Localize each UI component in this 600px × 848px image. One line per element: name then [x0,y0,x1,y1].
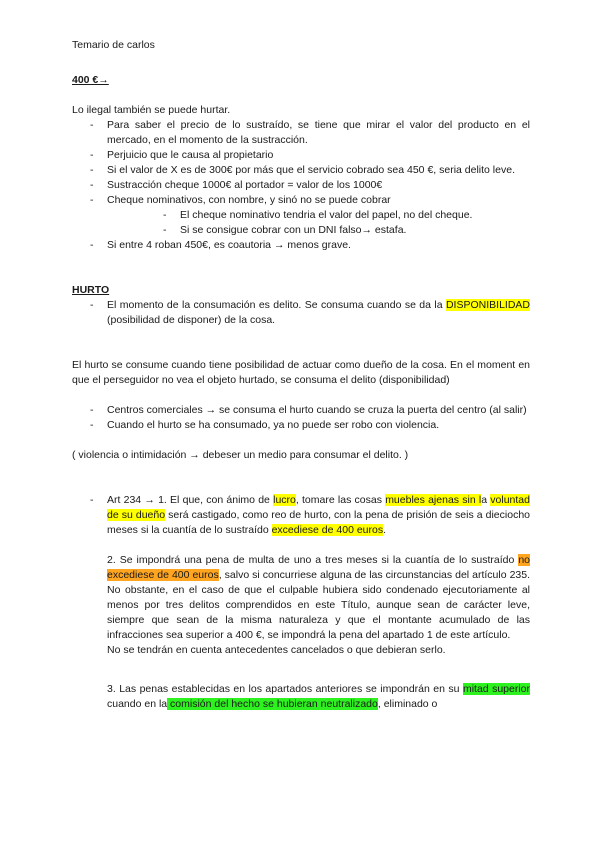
text-span: , salvo si concurriese alguna de las circunstancias del artículo 235. No obstante, en el caso de que el culpable hubiera sido condenado ejecutoriamente al menos por tres delitos comprendidos en este Título, aunque sean de carácter leve, siempre que sean de la misma naturaleza y que el montante acumulado de las infracciones sea superior a 400 €, se impondrá la pena del apartado 1 de este artículo. [107,569,531,641]
text-span: El momento de la consumación es delito. Se consuma cuando se da la [107,299,446,311]
articulo-234-item [107,493,530,538]
list-item: - Cheque nominativos, con nombre, y sinó no se puede cobrar [107,193,530,208]
highlight-excediese: excediese de 400 euros [271,524,384,536]
text-span: , eliminado o [377,698,438,710]
list-400-end [107,238,530,253]
text-span: , tomare las cosas [295,494,386,506]
text-span: será castigado, como reo de hurto, con la pena de prisión de seis a dieciocho meses si la cuantía de lo sustraído [107,509,530,536]
list-hurto-1 [107,298,530,328]
hurto-paragraph: El hurto se consume cuando tiene posibilidad de actuar como dueño de la cosa. En el moment en que el perseguidor no vea el objeto hurtado, se consuma el delito (disponibilidad) [72,359,530,386]
highlight-comision: comisión del hecho se hubieran neutralizado [167,698,378,710]
articulo-paragraph-2-end: No se tendrán en cuenta antecedentes cancelados o que debieran serlo. [107,644,446,656]
list-400 [107,118,530,208]
list-hurto-2 [107,403,530,433]
highlight-disponibilidad: DISPONIBILIDAD [445,299,530,311]
text-span: cuando en la [107,698,168,710]
list-item: - Centros comerciales → se consuma el hurto cuando se cruza la puerta del centro (al salir) [107,403,530,418]
heading-400: 400 €→ [72,74,109,86]
text-span: Art 234 → 1. El que, con ánimo de [107,494,274,506]
articulo-paragraph-3 [107,682,530,712]
list-articulo [107,493,530,538]
text-span: a [481,494,491,506]
list-item: - Perjuicio que le causa al propietario [107,148,530,163]
highlight-lucro: lucro [273,494,296,506]
highlight-voluntad: voluntad de su dueño [107,494,530,521]
highlight-no-excediese: no excediese de 400 euros [107,554,530,581]
list-item: - El cheque nominativo tendria el valor del papel, no del cheque. [180,208,530,223]
text-span: 3. Las penas establecidas en los apartados anteriores se impondrán en su [107,683,463,695]
text-span: (posibilidad de disponer) de la cosa. [107,314,276,326]
text-span: . [383,524,387,536]
list-item: - Sustracción cheque 1000€ al portador = valor de los 1000€ [107,178,530,193]
list-item: - Si entre 4 roban 450€, es coautoria → menos grave. [107,238,530,253]
list-item: - Si se consigue cobrar con un DNI falso→ estafa. [180,223,530,238]
list-item: - Cuando el hurto se ha consumado, ya no puede ser robo con violencia. [107,418,530,433]
list-item: - Si el valor de X es de 300€ por más que el servicio cobrado sea 450 €, seria delito leve. [107,163,530,178]
heading-hurto: HURTO [72,284,110,296]
document-header: Temario de carlos [72,39,155,51]
violencia-note: ( violencia o intimidación → debeser un medio para consumar el delito. ) [72,449,409,461]
highlight-muebles-ajenas: muebles ajenas sin l [385,494,482,506]
highlight-mitad-superior: mitad superior [462,683,531,695]
articulo-paragraph-2 [107,553,530,643]
list-item: - Para saber el precio de lo sustraído, se tiene que mirar el valor del producto en el mercado, en el momento de la sustracción. [107,118,530,148]
list-item [107,298,530,328]
intro-text: Lo ilegal también se puede hurtar. [72,104,231,116]
sub-list-cheque [180,208,530,238]
text-span: 2. Se impondrá una pena de multa de uno a tres meses si la cuantía de lo sustraído [107,554,519,566]
